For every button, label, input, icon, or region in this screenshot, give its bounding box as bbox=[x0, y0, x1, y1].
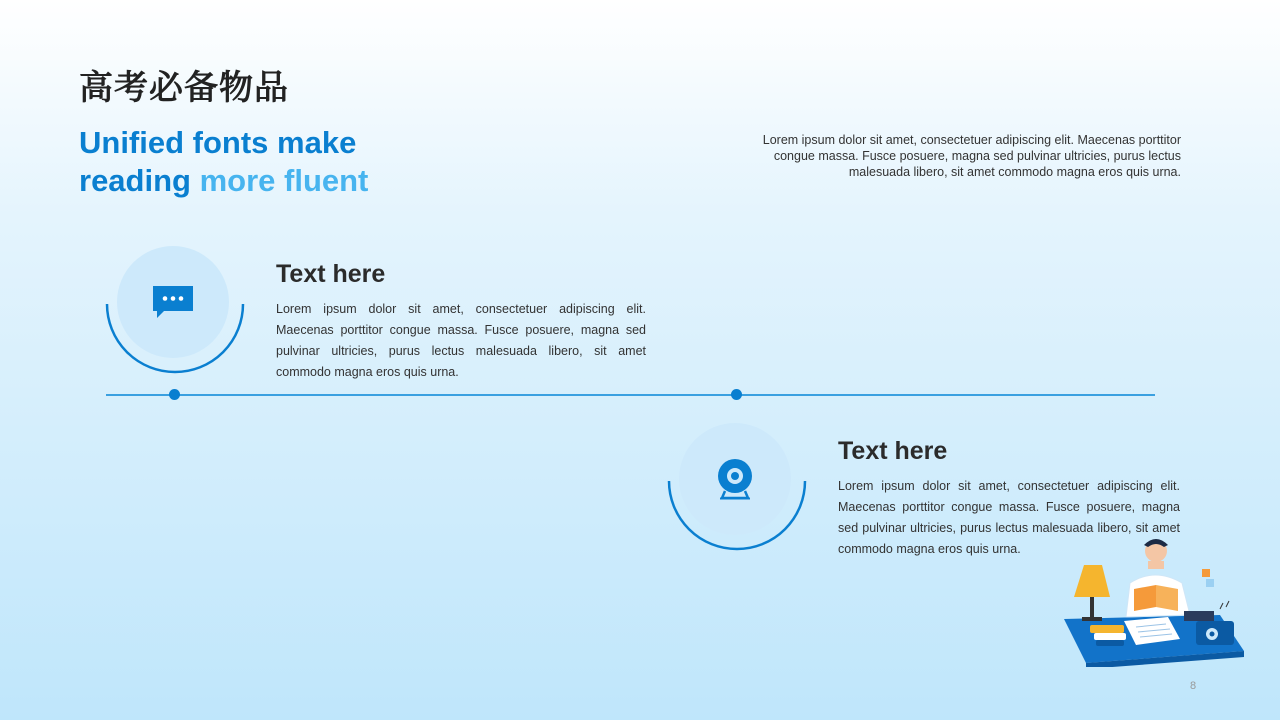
item-2-title: Text here bbox=[838, 437, 948, 465]
item-1-title: Text here bbox=[276, 260, 386, 288]
subtitle-highlight: more fluent bbox=[199, 163, 369, 198]
item-1-circle bbox=[117, 246, 229, 358]
webcam-icon bbox=[712, 456, 758, 502]
slide-title: 高考必备物品 bbox=[79, 68, 289, 108]
item-1-body: Lorem ipsum dolor sit amet, consectetuer adipiscing elit. Maecenas porttitor congue massa. Fusce posuere, magna sed pulvinar ultricies, purus lectus malesuada libero, sit amet commodo magna eros quis urna. bbox=[276, 302, 646, 379]
subtitle-line2-start: reading bbox=[79, 163, 200, 198]
intro-paragraph: Lorem ipsum dolor sit amet, consectetuer adipiscing elit. Maecenas porttitor congue massa. Fusce posuere, magna sed pulvinar ultricies, purus lectus malesuada libero, sit amet commodo magna eros quis urna. bbox=[762, 133, 1181, 179]
item-2-badge bbox=[667, 423, 807, 563]
student-desk-illustration bbox=[1060, 535, 1250, 667]
page-number: 8 bbox=[1190, 680, 1197, 692]
item-2-body: Lorem ipsum dolor sit amet, consectetuer adipiscing elit. Maecenas porttitor congue massa. Fusce posuere, magna sed pulvinar ultricies, purus lectus malesuada libero, sit amet commodo magna eros quis urna. bbox=[838, 479, 1180, 556]
item-2-circle bbox=[679, 423, 791, 535]
subtitle-line1: Unified fonts make bbox=[79, 125, 357, 160]
timeline-line bbox=[106, 394, 1155, 396]
timeline-dot-2 bbox=[731, 389, 742, 400]
slide-subtitle bbox=[79, 124, 368, 200]
timeline-dot-1 bbox=[169, 389, 180, 400]
item-1-badge bbox=[105, 246, 245, 386]
chat-bubble-icon bbox=[150, 283, 196, 321]
